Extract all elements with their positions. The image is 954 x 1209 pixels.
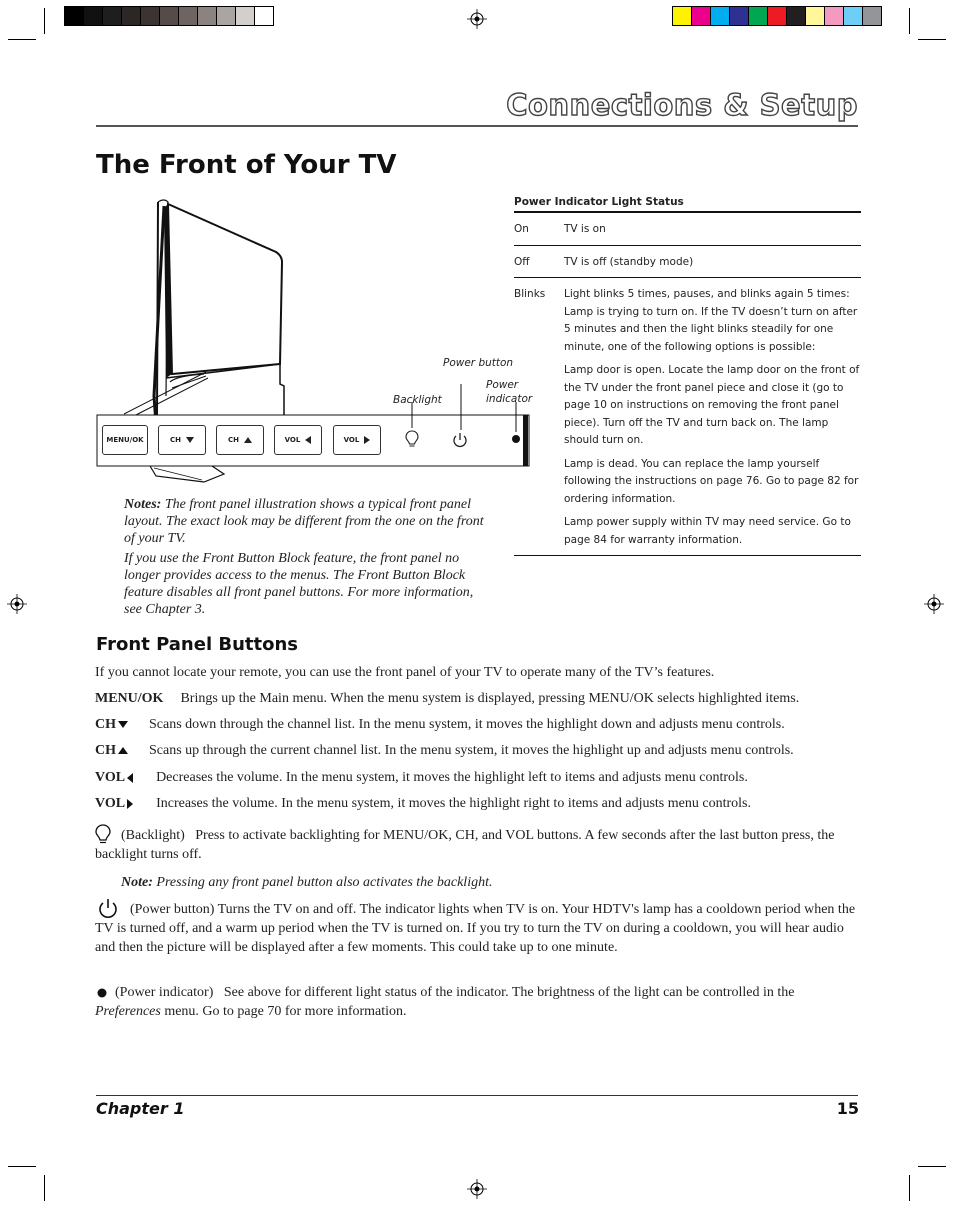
color-swatch bbox=[65, 7, 84, 25]
triangle-right-icon bbox=[127, 799, 133, 809]
table-row bbox=[514, 246, 861, 279]
color-swatch bbox=[806, 7, 825, 25]
page-number: 15 bbox=[836, 1099, 859, 1118]
section-title: Connections & Setup bbox=[506, 88, 858, 122]
status-desc: Lamp is dead. You can replace the lamp yourself following the instructions on page 76. Go to page 82 for ordering information. bbox=[564, 457, 859, 505]
color-swatch bbox=[692, 7, 711, 25]
crosshair-icon bbox=[467, 9, 487, 29]
ch-down-button bbox=[158, 425, 206, 455]
header-rule bbox=[96, 125, 858, 127]
vol-left-button bbox=[274, 425, 322, 455]
key-label: VOL bbox=[95, 770, 126, 785]
list-item bbox=[95, 741, 863, 760]
key-label: CH bbox=[95, 717, 116, 732]
vol-right-label: VOL bbox=[343, 436, 360, 444]
status-table-title: Power Indicator Light Status bbox=[514, 196, 861, 213]
power-indicator-text-after: menu. Go to page 70 for more information. bbox=[164, 1004, 407, 1019]
note-text: Pressing any front panel button also activates the backlight. bbox=[156, 875, 493, 890]
triangle-down-icon bbox=[186, 437, 194, 443]
notes-block bbox=[124, 496, 494, 621]
status-desc: TV is off (standby mode) bbox=[564, 255, 694, 268]
color-swatch bbox=[787, 7, 806, 25]
color-swatch bbox=[122, 7, 141, 25]
color-swatch bbox=[236, 7, 255, 25]
footer-rule bbox=[96, 1095, 858, 1096]
list-item bbox=[95, 768, 863, 787]
power-button-text: (Power button) Turns the TV on and off. The indicator lights when TV is on. Your HDTV's lamp has a cooldown period when the TV is turned off, and a warm up period when the TV is turned on. If you try to turn the TV on during a cooldown, you will hear audio and then the picture will be displayed after a few moments. This could take up to one minute. bbox=[95, 902, 856, 955]
notes-text-1: The front panel illustration shows a typical front panel layout. The exact look may be different from the one on the front of your TV. bbox=[124, 497, 484, 546]
item-text: Brings up the Main menu. When the menu system is displayed, pressing MENU/OK selects highlighted items. bbox=[180, 691, 800, 706]
color-swatch bbox=[141, 7, 160, 25]
backlight-text: Press to activate backlighting for MENU/OK, CH, and VOL buttons. A few seconds after the last button press, the backlight turns off. bbox=[95, 828, 835, 862]
power-icon bbox=[451, 431, 469, 449]
callout-backlight: Backlight bbox=[393, 394, 442, 406]
ch-up-label: CH bbox=[228, 436, 239, 444]
crosshair-icon bbox=[467, 1179, 487, 1199]
power-indicator-status-table bbox=[514, 196, 861, 556]
color-swatch bbox=[711, 7, 730, 25]
power-icon bbox=[96, 897, 120, 921]
backlight-description bbox=[95, 826, 863, 864]
power-indicator-text: See above for different light status of the indicator. The brightness of the light can be controlled in the bbox=[223, 985, 795, 1000]
bulb-icon bbox=[404, 429, 420, 449]
menu-ok-button bbox=[102, 425, 148, 455]
backlight-label: (Backlight) bbox=[121, 828, 185, 843]
triangle-up-icon bbox=[118, 747, 128, 754]
color-swatch bbox=[103, 7, 122, 25]
gray-swatch-strip bbox=[64, 6, 274, 26]
notes-label: Notes: bbox=[124, 497, 162, 512]
power-indicator-description bbox=[95, 983, 863, 1021]
triangle-left-icon bbox=[127, 773, 133, 783]
footer-chapter: Chapter 1 bbox=[96, 1099, 185, 1118]
vol-left-label: VOL bbox=[284, 436, 301, 444]
triangle-up-icon bbox=[244, 437, 252, 443]
triangle-down-icon bbox=[118, 721, 128, 728]
ch-down-label: CH bbox=[170, 436, 181, 444]
menu-ok-label: MENU/OK bbox=[106, 436, 144, 444]
color-swatch bbox=[84, 7, 103, 25]
color-swatch bbox=[217, 7, 236, 25]
color-swatch bbox=[768, 7, 787, 25]
notes-text-2: If you use the Front Button Block feature, the front panel no longer provides access to the menus. The Front Button Block feature disables all front panel buttons. For more information, see Chapter 3. bbox=[124, 551, 474, 617]
status-desc: Lamp power supply within TV may need service. Go to page 84 for warranty information. bbox=[564, 516, 851, 546]
crosshair-icon bbox=[924, 594, 944, 614]
key-label: VOL bbox=[95, 796, 126, 811]
status-state: Blinks bbox=[514, 288, 546, 300]
list-item bbox=[95, 794, 863, 813]
key-label: MENU/OK bbox=[95, 691, 164, 706]
list-item bbox=[95, 715, 863, 734]
color-swatch bbox=[730, 7, 749, 25]
table-row bbox=[514, 213, 861, 246]
color-swatch bbox=[844, 7, 863, 25]
front-panel-intro: If you cannot locate your remote, you can use the front panel of your TV to operate many of the TV’s features. bbox=[95, 665, 715, 680]
triangle-left-icon bbox=[305, 436, 311, 444]
page-title: The Front of Your TV bbox=[96, 150, 397, 180]
bulb-icon bbox=[94, 823, 112, 845]
item-text: Increases the volume. In the menu system, it moves the highlight right to items and adjusts menu controls. bbox=[156, 796, 751, 811]
color-swatch-strip bbox=[672, 6, 882, 26]
status-desc: Lamp door is open. Locate the lamp door on the front of the TV under the front panel piece and close it (go to page 10 on instructions on removing the front panel piece). Turn off the TV and turn back on. The lamp should turn on. bbox=[564, 364, 860, 446]
status-state: On bbox=[514, 223, 529, 235]
key-label: CH bbox=[95, 743, 116, 758]
item-text: Decreases the volume. In the menu system, it moves the highlight left to items and adjusts menu controls. bbox=[156, 770, 748, 785]
power-button-description bbox=[95, 900, 863, 957]
table-row bbox=[514, 278, 861, 556]
color-swatch bbox=[198, 7, 217, 25]
color-swatch bbox=[160, 7, 179, 25]
color-swatch bbox=[825, 7, 844, 25]
list-item bbox=[95, 689, 863, 708]
power-indicator-dot bbox=[96, 987, 108, 999]
item-text: Scans up through the current channel list. In the menu system, it moves the highlight up and adjusts menu controls. bbox=[149, 743, 794, 758]
callout-power-indicator: Power indicator bbox=[486, 379, 533, 405]
status-desc: TV is on bbox=[564, 223, 606, 235]
callout-power-button: Power button bbox=[443, 357, 514, 369]
front-panel-heading: Front Panel Buttons bbox=[96, 634, 299, 655]
vol-right-button bbox=[333, 425, 381, 455]
crosshair-icon bbox=[7, 594, 27, 614]
item-text: Scans down through the channel list. In the menu system, it moves the highlight down and adjusts menu controls. bbox=[149, 717, 785, 732]
color-swatch bbox=[255, 7, 273, 25]
color-swatch bbox=[863, 7, 881, 25]
ch-up-button bbox=[216, 425, 264, 455]
preferences-menu-name: Preferences bbox=[95, 1004, 161, 1019]
power-indicator-label: (Power indicator) bbox=[115, 985, 214, 1000]
triangle-right-icon bbox=[364, 436, 370, 444]
status-desc: Light blinks 5 times, pauses, and blinks again 5 times: Lamp is trying to turn on. If the TV doesn’t turn on after 5 minutes and then the light blinks steadily for one minute, one of the following options is possible: bbox=[564, 288, 858, 353]
backlight-note bbox=[121, 873, 821, 892]
color-swatch bbox=[179, 7, 198, 25]
status-state: Off bbox=[514, 255, 530, 268]
color-swatch bbox=[749, 7, 768, 25]
note-label: Note: bbox=[121, 875, 153, 890]
color-swatch bbox=[673, 7, 692, 25]
